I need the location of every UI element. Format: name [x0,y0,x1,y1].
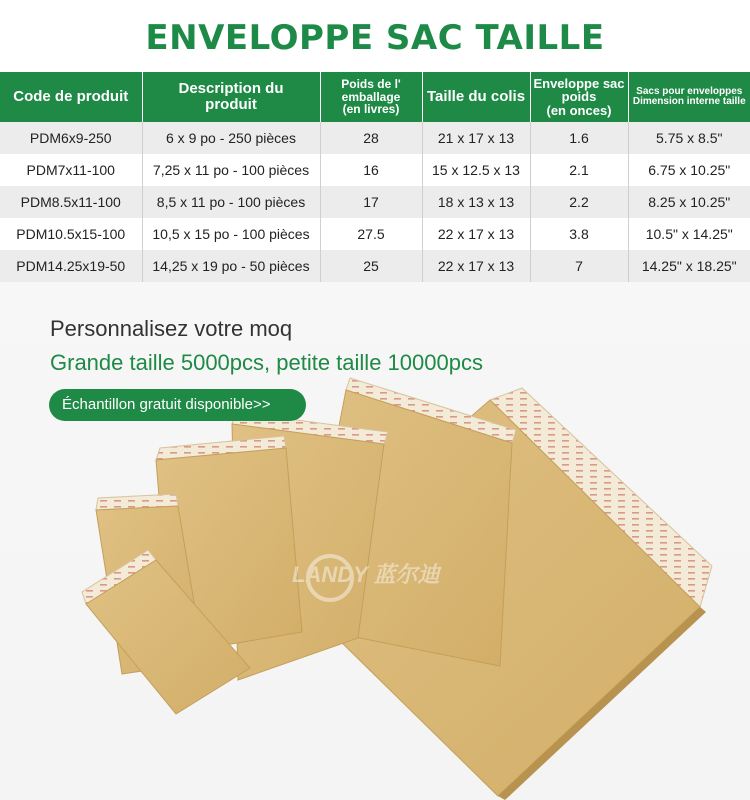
cell-envelope-weight: 2.1 [530,154,628,186]
cell-package-weight: 17 [320,186,422,218]
free-sample-button[interactable]: Échantillon gratuit disponible>> [49,389,306,421]
cell-internal-size: 10.5" x 14.25" [628,218,750,250]
header-description-line1: Description du [178,80,284,98]
header-package-weight-line3: (en livres) [342,102,400,117]
header-envelope-weight [530,72,628,122]
header-internal-size [628,72,750,122]
table-row [0,122,750,154]
size-table [0,72,750,282]
table-row [0,218,750,250]
cell-package-size: 22 x 17 x 13 [422,250,530,282]
cell-description: 14,25 x 19 po - 50 pièces [142,250,320,282]
cell-description: 6 x 9 po - 250 pièces [142,122,320,154]
table-row [0,250,750,282]
header-envelope-weight-line2: poids [561,89,597,105]
cell-envelope-weight: 7 [530,250,628,282]
cell-package-size: 15 x 12.5 x 13 [422,154,530,186]
header-internal-size-line1: Sacs pour enveloppes [636,85,743,97]
cell-description: 8,5 x 11 po - 100 pièces [142,186,320,218]
cell-product-code: PDM6x9-250 [0,122,142,154]
cell-package-weight: 16 [320,154,422,186]
header-package-size [422,72,530,122]
header-package-size-label: Taille du colis [426,88,526,106]
cell-package-weight: 28 [320,122,422,154]
header-product-code [0,72,142,122]
header-package-weight [320,72,422,122]
cell-package-size: 21 x 17 x 13 [422,122,530,154]
promo-line-1: Personnalisez votre moq [50,316,293,341]
cell-product-code: PDM10.5x15-100 [0,218,142,250]
table-row [0,154,750,186]
cell-package-weight: 25 [320,250,422,282]
cell-description: 7,25 x 11 po - 100 pièces [142,154,320,186]
page-title: ENVELOPPE SAC TAILLE [145,18,605,58]
cell-envelope-weight: 1.6 [530,122,628,154]
header-envelope-weight-line1: Enveloppe sac [533,75,625,91]
header-internal-size-line2: Dimension interne taille [632,96,746,107]
header-description-line2: produit [205,96,257,113]
cell-envelope-weight: 3.8 [530,218,628,250]
table-header-row [0,72,750,122]
header-package-weight-line1: Poids de l' [341,77,401,92]
cell-envelope-weight: 2.2 [530,186,628,218]
cell-internal-size: 6.75 x 10.25" [628,154,750,186]
header-envelope-weight-line3: (en onces) [546,102,612,118]
cell-product-code: PDM14.25x19-50 [0,250,142,282]
header-package-weight-line2: emballage [341,89,401,104]
cell-package-size: 18 x 13 x 13 [422,186,530,218]
promo-line-2: Grande taille 5000pcs, petite taille 10000pcs [50,350,483,375]
table-row [0,186,750,218]
cell-product-code: PDM7x11-100 [0,154,142,186]
cell-package-size: 22 x 17 x 13 [422,218,530,250]
cell-internal-size: 5.75 x 8.5" [628,122,750,154]
header-product-code-label: Code de produit [13,88,129,106]
cell-internal-size: 8.25 x 10.25" [628,186,750,218]
watermark-text: LANDY 蓝尔迪 [292,562,440,587]
header-description [142,72,320,122]
cell-product-code: PDM8.5x11-100 [0,186,142,218]
cell-package-weight: 27.5 [320,218,422,250]
cell-description: 10,5 x 15 po - 100 pièces [142,218,320,250]
cell-internal-size: 14.25" x 18.25" [628,250,750,282]
